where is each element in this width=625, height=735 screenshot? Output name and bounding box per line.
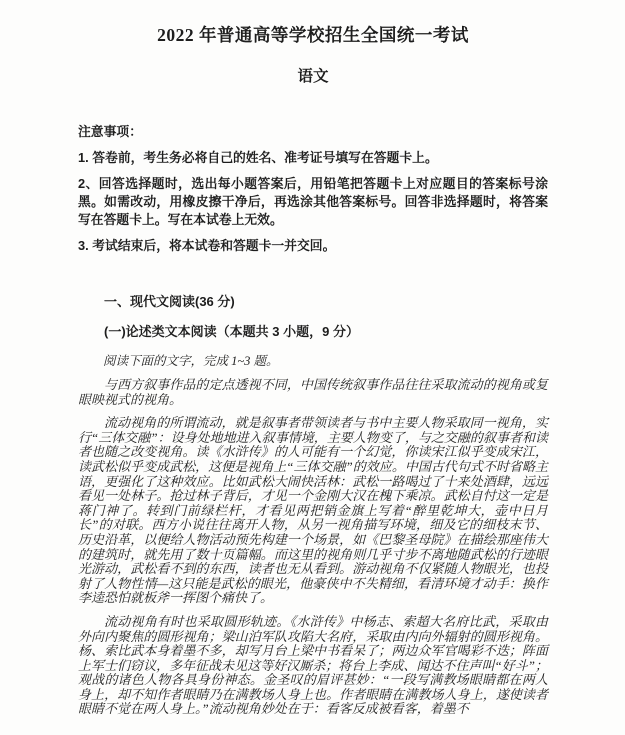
article-paragraph-1: 与西方叙事作品的定点透视不同，中国传统叙事作品往往采取流动的视角或复眼映视式的视角。 <box>78 377 548 407</box>
notice-item-2: 2、回答选择题时，选出每小题答案后，用铅笔把答题卡上对应题目的答案标号涂黑。如需改动，用橡皮擦干净后，再选涂其他答案标号。回答非选择题时，将答案写在答题卡上。写在本试卷上无效。 <box>78 176 548 227</box>
subsection-heading: (一)论述类文本阅读（本题共 3 小题，9 分） <box>104 324 359 339</box>
reading-instruction: 阅读下面的文字，完成 1~3 题。 <box>103 354 279 368</box>
exam-subject: 语文 <box>297 68 329 85</box>
article-paragraph-3: 流动视角有时也采取圆形轨迹。《水浒传》中杨志、索超大名府比武，采取由外向内聚焦的圆形视角；梁山泊军队攻陷大名府，采取由内向外辐射的圆形视角。杨、索比武本身着墨不多，却写月台上梁中书看呆了；两边众军官喝彩不迭；阵面上军士们窃议，多年征战未见这等好汉厮杀；将台上李成、闻达不住声叫“好斗”；观战的诸色人物各具身份神态。金圣叹的眉评甚妙：“一段写满教场眼睛都在两人身上，却不知作者眼睛乃在满教场人身上也。作者眼睛在满教场人身上，遂使读者眼睛不觉在两人身上。”流动视角妙处在于：看客反成被看客，着墨不 <box>78 613 548 717</box>
section-heading: 一、现代文阅读(36 分) <box>104 294 235 309</box>
notice-item-3: 3. 考试结束后，将本试卷和答题卡一并交回。 <box>78 238 336 253</box>
notice-section <box>78 123 548 255</box>
article-paragraph-2: 流动视角的所谓流动，就是叙事者带领读者与书中主要人物采取同一视角，实行“三体交融”：设身处地地进入叙事情境，主要人物变了，与之交融的叙事者和读者也随之改变视角。读《水浒传》的人可能有一个幻觉，你读宋江似乎变成宋江，读武松似乎变成武松，这便是视角上“三体交融”的效应。中国古代句式不时省略主语，更强化了这种效应。比如武松大闹快活林：武松一路喝过了十来处酒肆，远远看见一处林子。抢过林子背后，才见一个金刚大汉在槐下乘凉。武松自忖这一定是蒋门神了。转到门前绿栏杆，才看见两把销金旗上写着“醉里乾坤大，壶中日月长”的对联。西方小说往往离开人物，从另一视角描写环境，细及它的细枝末节、历史沿革，以便给人物活动预先构建一个场景，如《巴黎圣母院》在描绘那座伟大的建筑时，就先用了数十页篇幅。而这里的视角则几乎寸步不离地随武松的行迹眼光游动，武松看不到的东西，读者也无从看到。游动视角不仅紧随人物眼光，也投射了人物性情—这只能是武松的眼光，他豪侠中不失精细，看清环境才动手：换作李逵恐怕就板斧一挥图个痛快了。 <box>78 415 548 606</box>
reading-section <box>78 291 548 717</box>
notice-heading: 注意事项： <box>78 124 142 139</box>
notice-item-1: 1. 答卷前，考生务必将自己的姓名、准考证号填写在答题卡上。 <box>78 150 438 165</box>
exam-title: 2022 年普通高等学校招生全国统一考试 <box>157 25 469 45</box>
